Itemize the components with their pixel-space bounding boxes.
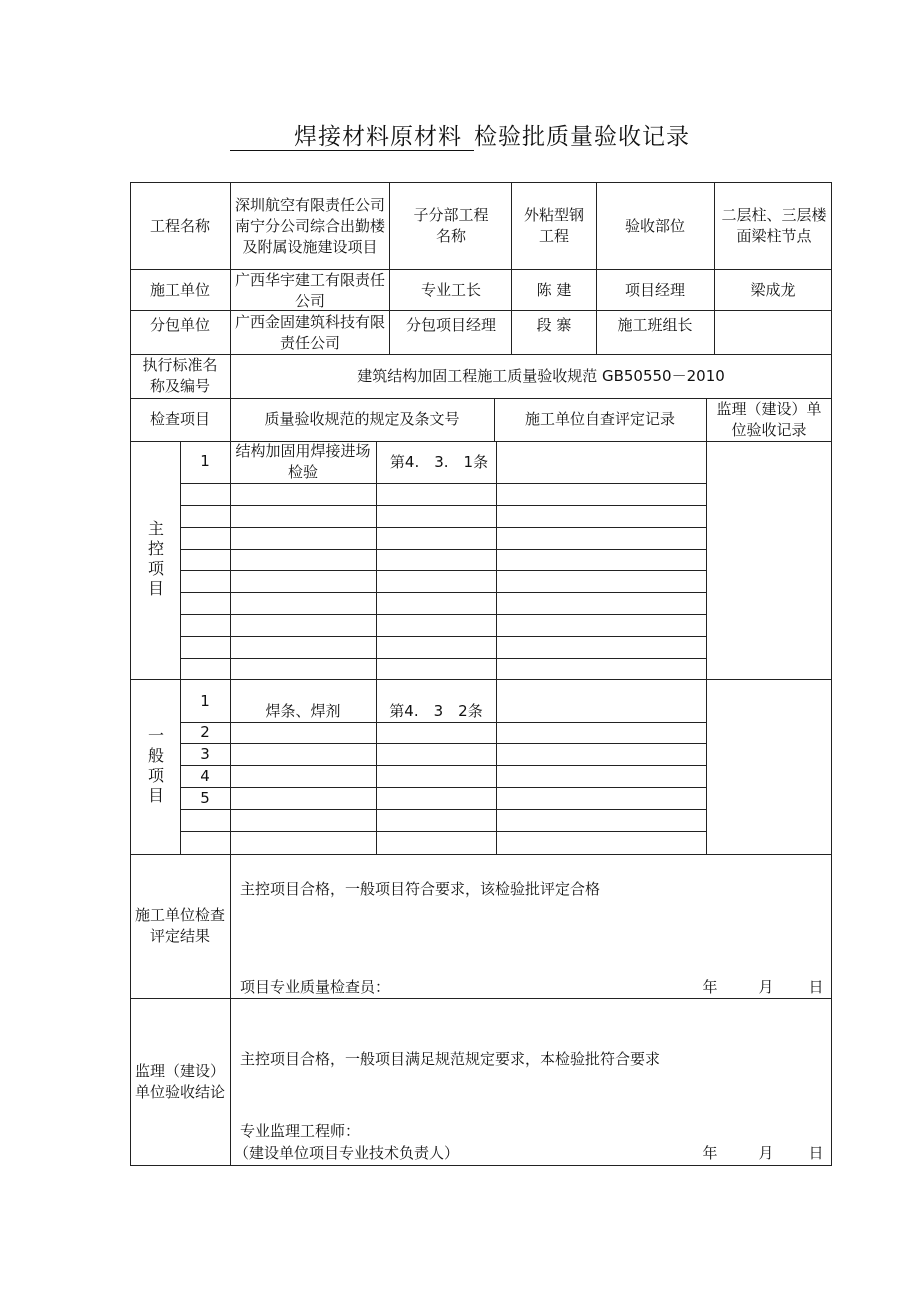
supervision-date-day: 日 (808, 1143, 824, 1162)
sub-project-label: 子分部工程名称 (413, 206, 489, 245)
foreman-value: 陈 建 (536, 281, 572, 299)
construction-unit-label: 施工单位 (149, 281, 210, 299)
general-row-no-4: 4 (200, 766, 210, 785)
construction-date-day: 日 (808, 977, 824, 996)
supervising-engineer-label: 专业监理工程师： (240, 1121, 361, 1140)
quality-inspector-label: 项目专业质量检查员： (240, 977, 391, 996)
subcontract-unit-value: 广西金固建筑科技有限责任公司 (234, 312, 385, 352)
document-title (0, 118, 920, 151)
supervision-date-month: 月 (758, 1143, 774, 1162)
supervision-header: 监理（建设）单位验收记录 (716, 399, 822, 439)
general-row-no-1: 1 (200, 691, 210, 710)
construction-date-month: 月 (758, 977, 774, 996)
team-leader-label: 施工班组长 (617, 316, 693, 334)
inspection-record-table (130, 182, 832, 1166)
foreman-label: 专业工长 (420, 281, 481, 299)
title-record-name: 检验批质量验收记录 (474, 124, 690, 150)
acceptance-part-label: 验收部位 (624, 216, 685, 235)
title-blank-mid (462, 124, 474, 151)
construction-date-year: 年 (702, 977, 718, 996)
acceptance-part-value: 二层柱、三层楼面梁柱节点 (721, 206, 827, 245)
supervision-date-year: 年 (702, 1143, 718, 1162)
construction-result-text: 主控项目合格，一般项目符合要求，该检验批评定合格 (240, 879, 601, 898)
check-item-header: 检查项目 (149, 410, 210, 428)
construction-unit-value: 广西华宇建工有限责任公司 (234, 270, 385, 310)
supervision-result-label: 监理（建设）单位验收结论 (134, 1062, 225, 1101)
construction-result-label: 施工单位检查评定结果 (134, 906, 225, 945)
subcontract-manager-value: 段 寨 (536, 316, 572, 334)
standard-label: 执行标准名称及编号 (142, 356, 218, 395)
main-control-row-clause: 第4. 3. 1条 (389, 452, 489, 471)
general-row-no-2: 2 (200, 723, 210, 741)
title-material-name: 焊接材料原材料 (294, 124, 462, 150)
project-name-label: 工程名称 (149, 216, 210, 235)
owner-technical-lead-label: （建设单位项目专业技术负责人） (234, 1143, 460, 1162)
project-name-value: 深圳航空有限责任公司南宁分公司综合出勤楼及附属设施建设项目 (234, 195, 385, 256)
standard-value: 建筑结构加固工程施工质量验收规范 GB50550－2010 (357, 366, 725, 385)
main-control-row-no: 1 (200, 452, 210, 470)
spec-clause-header: 质量验收规范的规定及条文号 (264, 410, 460, 428)
title-blank-left (230, 124, 294, 151)
subcontract-manager-label: 分包项目经理 (405, 316, 496, 334)
supervision-result-text: 主控项目合格，一般项目满足规范规定要求，本检验批符合要求 (240, 1049, 661, 1068)
project-manager-label: 项目经理 (624, 281, 685, 299)
general-row-no-3: 3 (200, 744, 210, 763)
main-control-row-item: 结构加固用焊接进场检验 (235, 442, 371, 481)
team-leader-value (714, 311, 832, 354)
general-row-clause-1: 第4. 3 2条 (389, 701, 483, 720)
subcontract-unit-label: 分包单位 (149, 316, 210, 334)
general-label: 一般项目 (145, 727, 165, 807)
self-check-header: 施工单位自查评定记录 (524, 410, 675, 428)
general-row-no-5: 5 (200, 788, 210, 807)
project-manager-value: 梁成龙 (750, 281, 796, 299)
main-control-label: 主控项目 (145, 520, 165, 600)
sub-project-value: 外粘型钢工程 (523, 206, 584, 245)
general-row-item-1: 焊条、焊剂 (265, 701, 341, 720)
